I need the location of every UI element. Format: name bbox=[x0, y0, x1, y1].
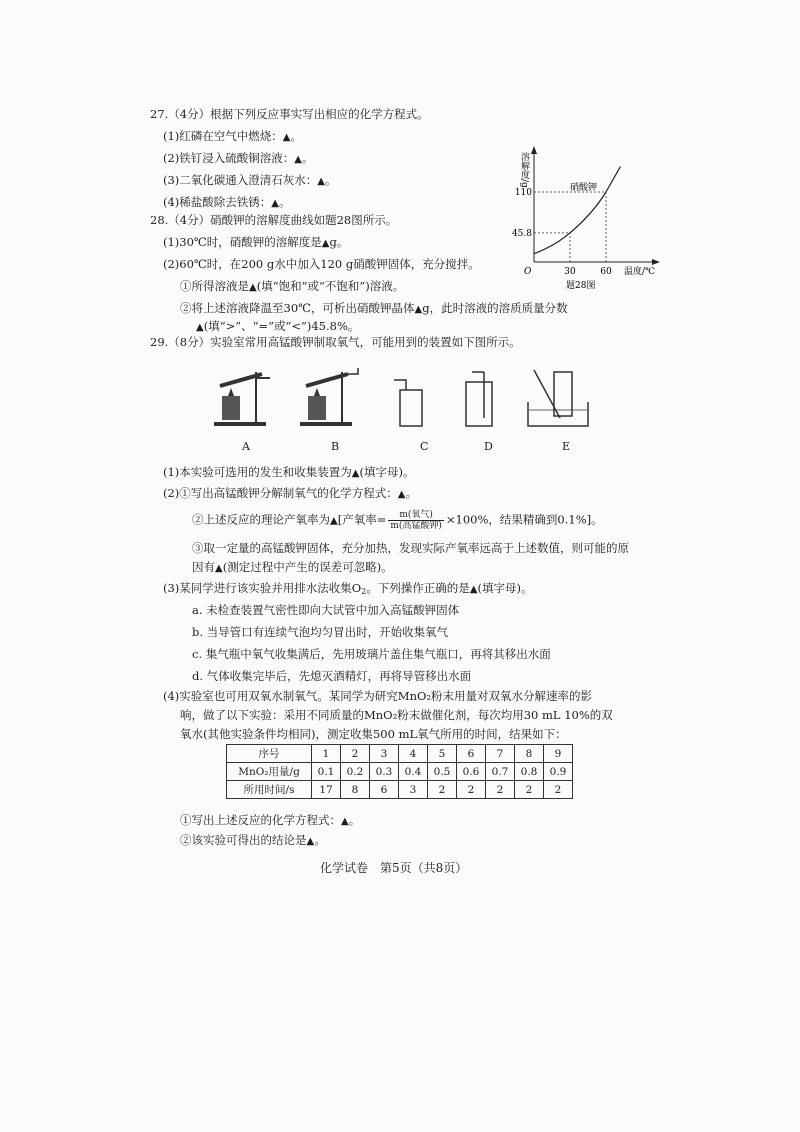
q27-item-4: (4)稀盐酸除去铁锈：▲。 bbox=[163, 195, 291, 209]
blank-marker: ▲ bbox=[249, 282, 257, 293]
q27-stem: 27.（4分）根据下列反应事实写出相应的化学方程式。 bbox=[150, 107, 429, 121]
blank-marker: ▲ bbox=[196, 322, 204, 333]
blank-marker: ▲ bbox=[271, 198, 279, 209]
row-header: MnO₂用量/g bbox=[227, 763, 312, 781]
x-axis-label: 温度/℃ bbox=[624, 267, 656, 277]
blank-marker: ▲ bbox=[414, 304, 423, 315]
blank-marker: ▲ bbox=[306, 836, 315, 847]
y-tick-110: 110 bbox=[514, 188, 532, 198]
x-tick-30: 30 bbox=[564, 267, 576, 277]
q29-option-a: a. 未检查装置气密性即向大试管中加入高锰酸钾固体 bbox=[192, 603, 460, 617]
apparatus-a bbox=[214, 372, 270, 426]
blank-marker: ▲ bbox=[330, 515, 338, 527]
blank-marker: ▲ bbox=[282, 132, 291, 143]
row-header: 所用时间/s bbox=[227, 781, 312, 799]
apparatus-d bbox=[466, 372, 492, 426]
blank-marker: ▲ bbox=[317, 176, 325, 187]
q29-part-2-3-line1: ③取一定量的高锰酸钾固体，充分加热，发现实际产氧率远高于上述数值，则可能的原 bbox=[192, 541, 629, 555]
blank-marker: ▲ bbox=[351, 468, 360, 479]
apparatus-figure bbox=[208, 362, 608, 442]
blank-marker: ▲ bbox=[215, 563, 223, 574]
q29-part-1: (1)本实验可选用的发生和收集装置为▲(填字母)。 bbox=[163, 465, 415, 479]
blank-marker: ▲ bbox=[341, 816, 349, 827]
q29-stem: 29.（8分）实验室常用高锰酸钾制取氧气，可能用到的装置如下图所示。 bbox=[150, 335, 521, 349]
page-footer: 化学试卷 第5页（共8页） bbox=[320, 861, 468, 875]
apparatus-b bbox=[300, 368, 358, 426]
apparatus-label-a: A bbox=[242, 440, 250, 453]
q29-part-2-1: (2)①写出高锰酸钾分解制氧气的化学方程式：▲。 bbox=[163, 486, 417, 500]
q29-part-4-line3: 氧水(其他实验条件均相同)，测定收集500 mL氧气所用的时间，结果如下： bbox=[180, 727, 567, 741]
blank-marker: ▲ bbox=[321, 238, 330, 249]
q29-part-2-2: ②上述反应的理论产氧率为▲[产氧率= $\frac{\text{m(氧气)}}{\text{m(高锰酸钾)}}$ ×100%，结果精确到0.1%]。 bbox=[192, 510, 603, 531]
apparatus-e bbox=[528, 370, 588, 426]
origin-label: O bbox=[524, 267, 532, 277]
table-row: MnO₂用量/g 0.1 0.2 0.3 0.4 0.5 0.6 0.7 0.8 0.9 bbox=[227, 763, 573, 781]
y-axis-label: 溶解度/g bbox=[519, 152, 529, 188]
q28-sub-2-cont: ▲(填“>”、“=”或“<”)45.8%。 bbox=[196, 319, 360, 333]
q29-part-4-1: ①写出上述反应的化学方程式：▲。 bbox=[180, 813, 361, 827]
row-header: 序号 bbox=[227, 745, 312, 763]
q29-option-c: c. 集气瓶中氧气收集满后，先用玻璃片盖住集气瓶口，再将其移出水面 bbox=[192, 647, 551, 661]
q28-sub-1: ①所得溶液是▲(填“饱和”或“不饱和”)溶液。 bbox=[180, 279, 405, 293]
kno3-solubility-curve bbox=[534, 167, 620, 254]
q29-part-4-line2: 响，做了以下实验：采用不同质量的MnO₂粉末做催化剂，每次均用30 mL 10%的双 bbox=[180, 708, 613, 722]
y-tick-45-8: 45.8 bbox=[511, 228, 532, 239]
q27-item-2: (2)铁钉浸入硫酸铜溶液：▲。 bbox=[163, 151, 314, 165]
chart-caption: 题28图 bbox=[566, 281, 596, 291]
apparatus-label-e: E bbox=[562, 440, 571, 453]
table-row: 序号 1 2 3 4 5 6 7 8 9 bbox=[227, 745, 573, 763]
q29-part-3: (3)某同学进行该实验并用排水法收集$O_2$。下列操作正确的是▲(填字母)。 bbox=[163, 581, 533, 596]
q29-part-4-2: ②该实验可得出的结论是▲。 bbox=[180, 833, 326, 847]
blank-marker: ▲ bbox=[397, 489, 406, 500]
q27-item-1: (1)红磷在空气中燃烧：▲。 bbox=[163, 129, 302, 143]
q29-option-b: b. 当导管口有连续气泡均匀冒出时，开始收集氧气 bbox=[192, 625, 449, 639]
oxygen-yield-fraction: $\frac{\text{m(氧气)}}{\text{m(高锰酸钾)}}$ bbox=[390, 510, 442, 531]
q28-part-1: (1)30℃时，硝酸钾的溶解度是▲g。 bbox=[163, 235, 349, 249]
apparatus-label-d: D bbox=[484, 440, 493, 453]
blank-marker: ▲ bbox=[294, 154, 302, 165]
blank-marker: ▲ bbox=[469, 584, 478, 595]
q29-part-4-line1: (4)实验室也可用双氧水制氧气。某同学为研究MnO₂粉末用量对双氧水分解速率的影 bbox=[163, 689, 593, 703]
x-tick-60: 60 bbox=[600, 267, 612, 277]
y-axis-arrow bbox=[531, 146, 537, 154]
apparatus-label-c: C bbox=[420, 440, 429, 453]
apparatus-label-b: B bbox=[331, 440, 340, 453]
q29-part-2-3-line2: 因有▲(测定过程中产生的误差可忽略)。 bbox=[192, 560, 393, 574]
q27-item-3: (3)二氧化碳通入澄清石灰水：▲。 bbox=[163, 173, 337, 187]
solubility-chart bbox=[511, 142, 666, 292]
x-axis-arrow bbox=[652, 259, 660, 265]
table-row: 所用时间/s 17 8 6 3 2 2 2 2 2 bbox=[227, 781, 573, 799]
apparatus-c bbox=[394, 380, 422, 426]
series-label: 硝酸钾 bbox=[570, 183, 598, 193]
q28-part-2: (2)60℃时，在200 g水中加入120 g硝酸钾固体，充分搅拌。 bbox=[163, 257, 480, 271]
mno2-results-table bbox=[226, 744, 573, 799]
q28-stem: 28.（4分）硝酸钾的溶解度曲线如题28图所示。 bbox=[150, 213, 398, 227]
q29-option-d: d. 气体收集完毕后，先熄灭酒精灯，再将导管移出水面 bbox=[192, 669, 472, 683]
q28-sub-2: ②将上述溶液降温至30℃，可析出硝酸钾晶体▲g，此时溶液的溶质质量分数 bbox=[180, 301, 568, 315]
